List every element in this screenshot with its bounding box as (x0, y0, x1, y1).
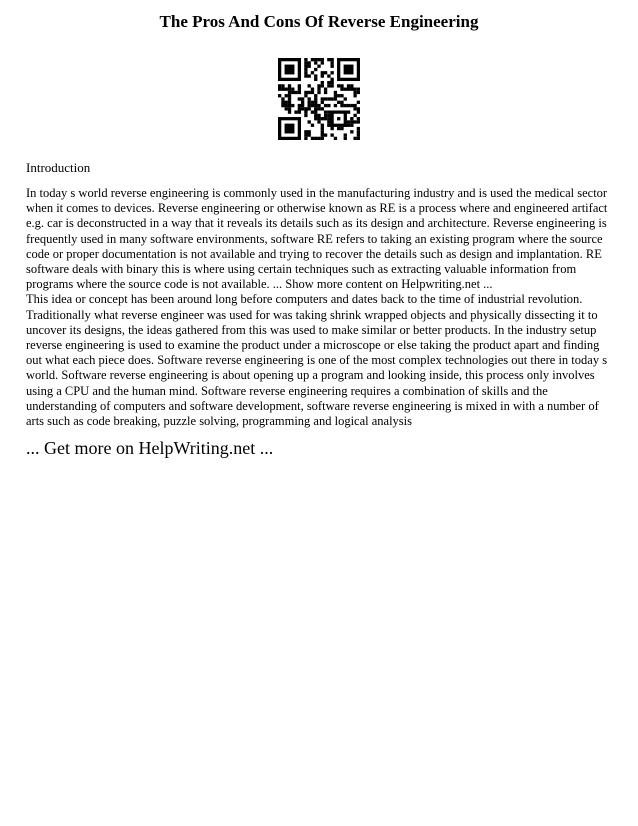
get-more-link[interactable]: ... Get more on HelpWriting.net ... (26, 438, 274, 458)
body-text (26, 186, 618, 429)
page-title: The Pros And Cons Of Reverse Engineering (159, 12, 479, 31)
paragraph-1: In today s world reverse engineering is commonly used in the manufacturing industry and is used the medical sector when it comes to devices. Reverse engineering or otherwise known as RE is a process where and engineered artifact e.g. car is deconstructed in a way that it reveals its details such as its design and architecture. Reverse engineering is frequently used in many software environments, software RE refers to taking an existing program where the source code or proper documentation is not available and trying to recover the details such as design and implantation. RE software deals with binary this is where using certain techniques such as extracting valuable information from programs where the source code is not available. ... Show more content on Helpwriting.net ... (26, 186, 608, 292)
qr-code-icon[interactable] (278, 58, 360, 140)
section-heading: Introduction (26, 160, 91, 175)
paragraph-2: This idea or concept has been around long before computers and dates back to the time of industrial revolution. Traditionally what reverse engineer was used for was taking shrink wrapped objects and physically dissecting it to uncover its designs, the ideas gathered from this was used to make similar or better products. In the industry setup reverse engineering is used to examine the product under a microscope or else taking the product apart and finding out what each piece does. Software reverse engineering is one of the most complex technologies out there in today s world. Software reverse engineering is about opening up a program and looking inside, this process only involves using a CPU and the human mind. Software reverse engineering requires a combination of skills and the understanding of computers and software development, software reverse engineering is mixed in with a number of arts such as code breaking, puzzle solving, programming and logical analysis (26, 292, 608, 429)
